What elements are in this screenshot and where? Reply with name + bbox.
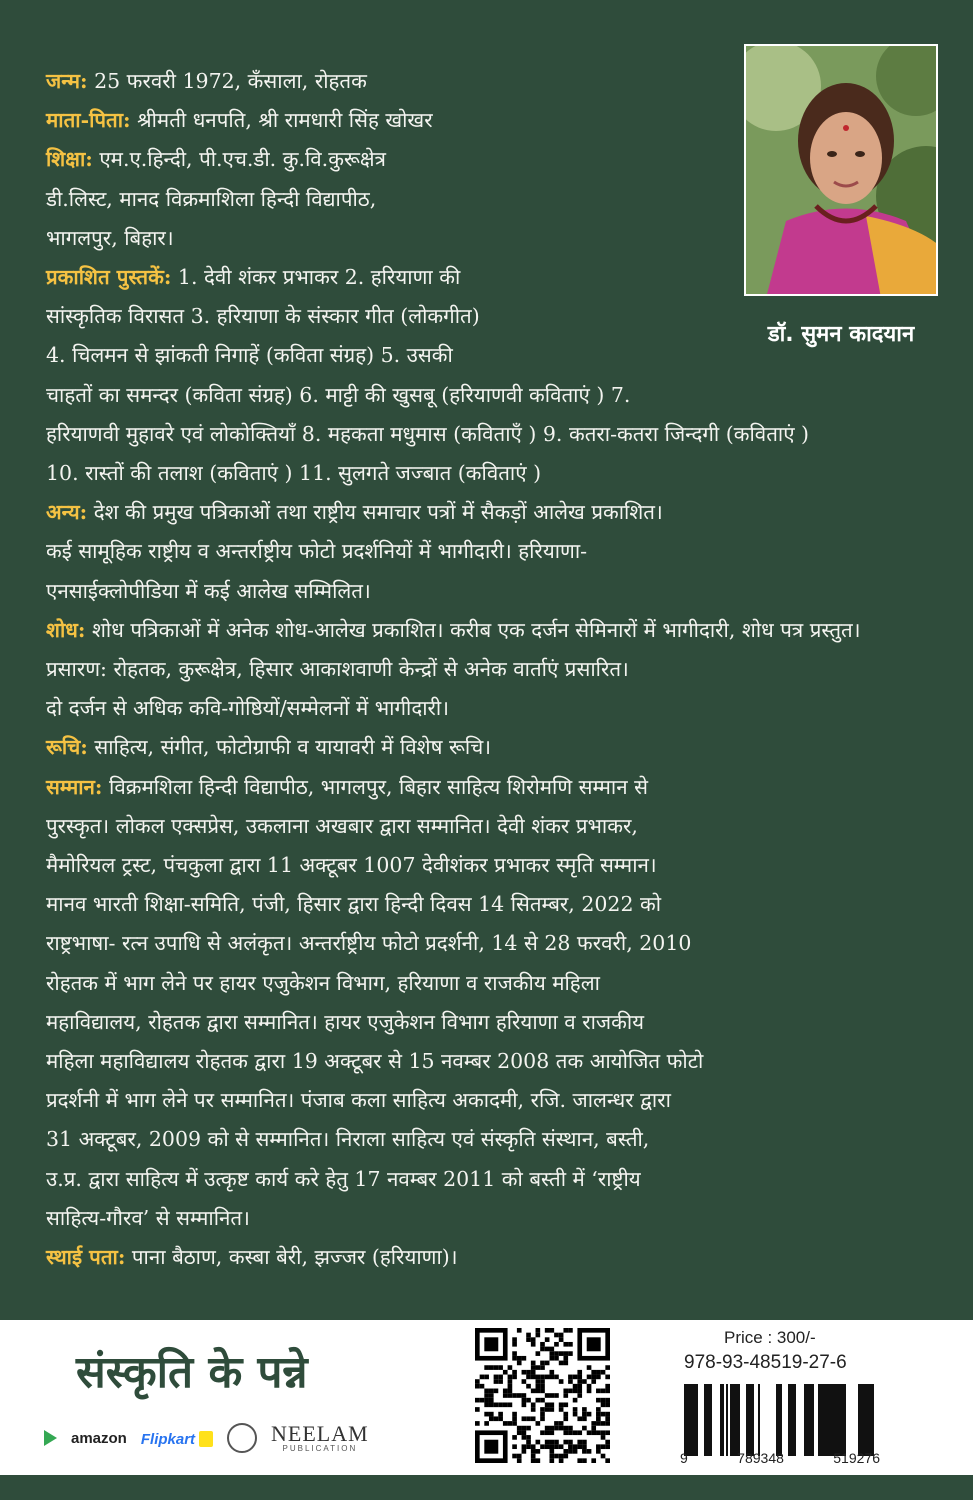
bio-label: जन्म: <box>46 69 88 93</box>
flipkart-logo[interactable] <box>141 1429 213 1448</box>
series-title: संस्कृति के पन्ने <box>76 1347 308 1398</box>
bio-text: 1. देवी शंकर प्रभाकर 2. हरियाणा की <box>171 265 461 290</box>
bio-line <box>46 493 936 532</box>
bio-text: साहित्य, संगीत, फोटोग्राफी व यायावरी में विशेष रूचि। <box>87 735 491 760</box>
bio-label: शिक्षा: <box>46 147 93 172</box>
bio-line <box>46 1081 936 1120</box>
bio-text: डी.लिस्ट, मानद विक्रमाशिला हिन्दी विद्यापीठ, <box>46 186 377 211</box>
bio-text: पाना बैठाण, कस्बा बेरी, झज्जर (हरियाणा)। <box>125 1245 458 1270</box>
barcode-digits <box>680 1450 880 1466</box>
bio-line <box>46 1120 936 1159</box>
bio-line <box>46 689 936 728</box>
bio-text: विक्रमशिला हिन्दी विद्यापीठ, भागलपुर, बिहार साहित्य शिरोमणि सम्मान से <box>102 774 648 799</box>
bio-text: उ.प्र. द्वारा साहित्य में उत्कृष्ट कार्य करे हेतु 17 नवम्बर 2011 को बस्ती में ‘राष्ट्रीय <box>46 1166 641 1191</box>
barcode-digit-group: 519276 <box>833 1450 880 1466</box>
bio-text: कई सामूहिक राष्ट्रीय व अन्तर्राष्ट्रीय फोटो प्रदर्शनियों में भागीदारी। हरियाणा- <box>46 539 588 564</box>
bio-line <box>46 768 936 807</box>
bio-line <box>46 611 936 650</box>
bio-line <box>46 376 936 415</box>
bio-text: महाविद्यालय, रोहतक द्वारा सम्मानित। हायर एजुकेशन विभाग हरियाणा व राजकीय <box>46 1009 645 1034</box>
footer-panel <box>0 1320 973 1475</box>
bio-text: महिला महाविद्यालय रोहतक द्वारा 19 अक्टूबर से 15 नवम्बर 2008 तक आयोजित फोटो <box>46 1049 704 1074</box>
bio-line <box>46 807 936 846</box>
bio-label: प्रकाशित पुस्तकें: <box>46 265 172 290</box>
store-logos <box>44 1420 369 1456</box>
bio-text: पुरस्कृत। लोकल एक्सप्रेस, उकलाना अखबार द्वारा सम्मानित। देवी शंकर प्रभाकर, <box>46 813 638 838</box>
bottom-strip <box>0 1475 973 1500</box>
bio-text: 31 अक्टूबर, 2009 को से सम्मानित। निराला साहित्य एवं संस्कृति संस्थान, बस्ती, <box>46 1127 650 1152</box>
author-photo <box>744 44 938 296</box>
bio-line <box>46 572 936 611</box>
flipkart-label: Flipkart <box>140 1430 196 1448</box>
publisher-sub: PUBLICATION <box>282 1444 358 1453</box>
bio-text: 4. चिलमन से झांकती निगाहें (कविता संग्रह) 5. उसकी <box>46 343 453 368</box>
bio-text: साहित्य-गौरव’ से सम्मानित। <box>46 1205 250 1230</box>
bio-text: भागलपुर, बिहार। <box>46 225 174 250</box>
isbn-barcode <box>684 1384 874 1456</box>
bio-text: मानव भारती शिक्षा-समिति, पंजी, हिसार द्वारा हिन्दी दिवस 14 सितम्बर, 2022 को <box>46 892 662 917</box>
publisher-name: NEELAM <box>271 1421 369 1446</box>
bio-text: 25 फरवरी 1972, कँसाला, रोहतक <box>87 69 367 93</box>
publisher-seal-icon <box>227 1423 257 1453</box>
bio-text: प्रसारण: रोहतक, कुरूक्षेत्र, हिसार आकाशवाणी केन्द्रों से अनेक वार्ताएं प्रसारित। <box>46 657 629 682</box>
bio-line <box>46 1199 936 1238</box>
bio-line <box>46 924 936 963</box>
bio-text: राष्ट्रभाषा- रत्न उपाधि से अलंकृत। अन्तर्राष्ट्रीय फोटो प्रदर्शनी, 14 से 28 फरवरी, 2010 <box>46 931 692 956</box>
barcode-digit-group: 9 <box>680 1450 688 1466</box>
bio-line <box>46 1160 936 1199</box>
bio-text: एनसाईक्लोपीडिया में कई आलेख सम्मिलित। <box>46 578 371 603</box>
bio-text: रोहतक में भाग लेने पर हायर एजुकेशन विभाग, हरियाणा व राजकीय महिला <box>46 970 600 995</box>
bio-label: अन्य: <box>46 500 88 525</box>
bio-text: देश की प्रमुख पत्रिकाओं तथा राष्ट्रीय समाचार पत्रों में सैकड़ों आलेख प्रकाशित। <box>87 500 663 525</box>
bio-line <box>46 1238 936 1277</box>
price-label: Price : 300/- <box>724 1328 816 1347</box>
bio-line <box>46 1042 936 1081</box>
bio-label: स्थाई पता: <box>46 1245 126 1270</box>
bio-text: एम.ए.हिन्दी, पी.एच.डी. कु.वि.कुरूक्षेत्र <box>92 147 386 172</box>
bio-text: श्रीमती धनपति, श्री रामधारी सिंह खोखर <box>130 108 433 133</box>
bio-text: 10. रास्तों की तलाश (कविताएं ) 11. सुलगते जज्बात (कविताएं ) <box>46 461 542 486</box>
bio-label: माता-पिता: <box>46 108 131 133</box>
bio-text: हरियाणवी मुहावरे एवं लोकोक्तियाँ 8. महकता मधुमास (कविताएँ ) 9. कतरा-कतरा जिन्दगी (कविताएं ) <box>46 421 810 446</box>
author-name: डॉ. सुमन कादयान <box>767 322 915 347</box>
bio-line <box>46 728 936 767</box>
bio-line <box>46 454 936 493</box>
flipkart-bag-icon <box>199 1431 213 1447</box>
amazon-logo[interactable]: amazon <box>71 1429 127 1447</box>
bio-line <box>46 532 936 571</box>
publisher-logo <box>271 1423 369 1453</box>
bio-text: शोध पत्रिकाओं में अनेक शोध-आलेख प्रकाशित। करीब एक दर्जन सेमिनारों में भागीदारी, शोध पत्र प्रस्तुत। <box>85 617 861 642</box>
bio-line <box>46 846 936 885</box>
bio-label: रूचि: <box>46 735 88 760</box>
google-play-icon[interactable] <box>44 1430 57 1446</box>
bio-line <box>46 1003 936 1042</box>
bio-line <box>46 964 936 1003</box>
bio-text: मैमोरियल ट्रस्ट, पंचकुला द्वारा 11 अक्टूबर 1007 देवीशंकर प्रभाकर स्मृति सम्मान। <box>46 853 657 878</box>
bio-line <box>46 885 936 924</box>
bio-label: शोध: <box>46 617 86 642</box>
bio-text: प्रदर्शनी में भाग लेने पर सम्मानित। पंजाब कला साहित्य अकादमी, रजि. जालन्धर द्वारा <box>46 1088 671 1113</box>
isbn-label: 978-93-48519-27-6 <box>684 1352 847 1373</box>
bio-text: सांस्कृतिक विरासत 3. हरियाणा के संस्कार गीत (लोकगीत) <box>46 304 480 329</box>
bio-line <box>46 415 936 454</box>
qr-code[interactable] <box>475 1328 610 1463</box>
barcode-digit-group: 789348 <box>737 1450 784 1466</box>
bio-text: दो दर्जन से अधिक कवि-गोष्ठियों/सम्मेलनों में भागीदारी। <box>46 696 449 721</box>
bio-label: सम्मान: <box>46 774 103 799</box>
bio-line <box>46 650 936 689</box>
bio-text: चाहतों का समन्दर (कविता संग्रह) 6. माट्टी की खुसबू (हरियाणवी कविताएं ) 7. <box>46 382 631 407</box>
